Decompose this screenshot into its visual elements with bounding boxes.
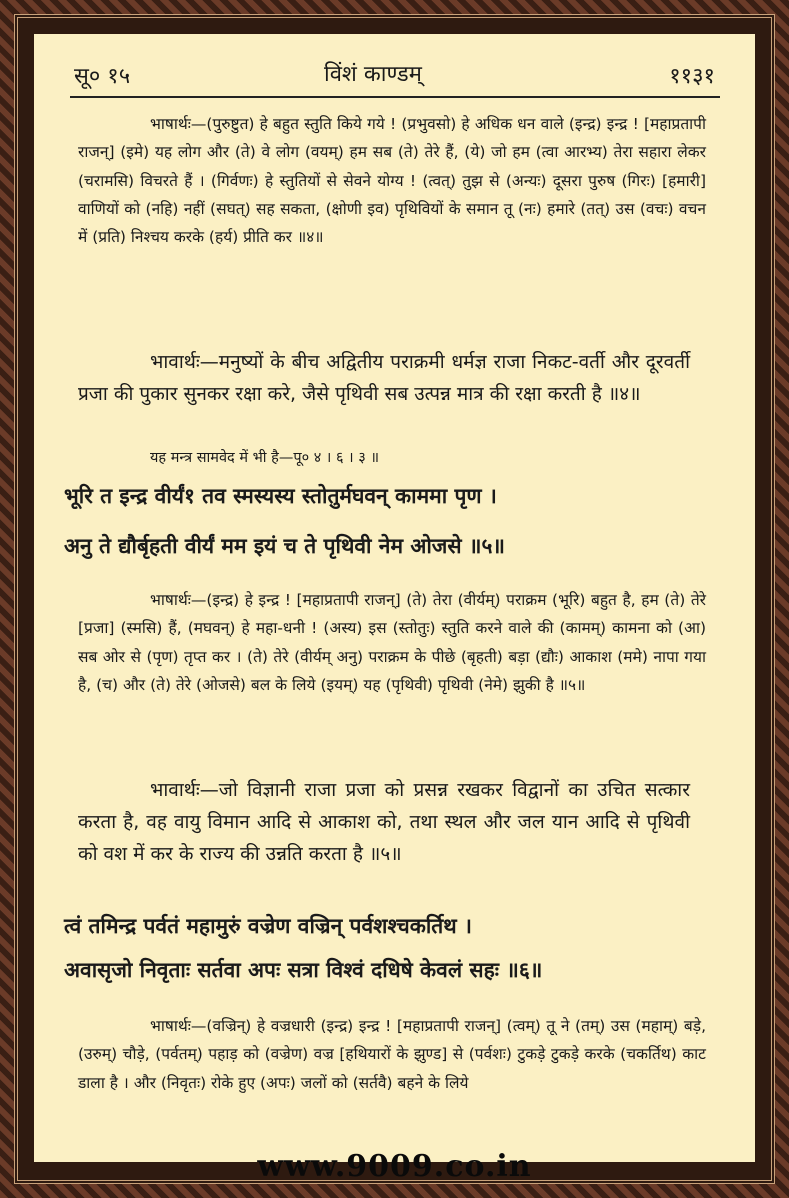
- mantra-6-line-1: त्वं तमिन्द्र पर्वतं महामुरुं वज्रेण वज्रिन् पर्वशश्चकर्तिथ ।: [64, 914, 472, 938]
- kanda-title: विंशं काण्डम्: [324, 62, 422, 87]
- translation-paragraph-4: भाषार्थः—(पुरुष्टुत) हे बहुत स्तुति किये गये ! (प्रभुवसो) हे अधिक धन वाले (इन्द्र) इन्द्र ! [महाप्रतापी राजन्] (इमे) यह लोग और (ते) वे लोग (वयम्) हम सब (ते) तेरे हैं, (ये) जो हम (त्वा आरभ्य) तेरा सहारा लेकर (चरामसि) विचरते हैं । (गिर्वणः) हे स्तुतियों से सेवने योग्य ! (त्वत्) तुझ से (अन्यः) दूसरा पुरुष (गिरः) [हमारी] वाणियों को (नहि) नहीं (सघत्) सह सकता, (क्षोणी इव) पृथिवियों के समान तू (नः) हमारे (तत्) उस (वचः) वचन में (प्रति) निश्चय करके (हर्य) प्रीति कर ॥४॥: [78, 115, 706, 247]
- sutra-number: सू० १५: [74, 64, 131, 89]
- samaveda-reference: यह मन्त्र सामवेद में भी है—पू० ४ । ६ । ३ ॥: [150, 450, 380, 466]
- website-watermark[interactable]: www.9009.co.in: [257, 1149, 532, 1184]
- header-rule: [70, 96, 720, 98]
- purport-paragraph-4: भावार्थः—मनुष्यों के बीच अद्वितीय पराक्रमी धर्मज्ञ राजा निकट-वर्ती और दूरवर्ती प्रजा की पुकार सुनकर रक्षा करे, जैसे पृथिवी सब उत्पन्न मात्र की रक्षा करती है ॥४॥: [78, 351, 690, 405]
- purport-paragraph-5: भावार्थः—जो विज्ञानी राजा प्रजा को प्रसन्न रखकर विद्वानों का उचित सत्कार करता है, वह वायु विमान आदि से आकाश को, तथा स्थल और जल यान आदि से पृथिवी को वश में कर के राज्य की उन्नति करता है ॥५॥: [78, 779, 690, 865]
- mantra-5-line-1: भूरि त इन्द्र वीर्यं१ तव स्मस्यस्य स्तोतुर्मघवन् काममा पृण ।: [64, 484, 497, 508]
- mantra-6-line-2: अवासृजो निवृताः सर्तवा अपः सत्रा विश्वं दधिषे केवलं सहः ॥६॥: [64, 958, 543, 982]
- mantra-5-line-2: अनु ते द्यौर्बृहती वीर्यं मम इयं च ते पृथिवी नेम ओजसे ॥५॥: [64, 534, 505, 558]
- book-page: [34, 34, 755, 1162]
- page-number: ११३१: [669, 64, 715, 89]
- translation-paragraph-5: भाषार्थः—(इन्द्र) हे इन्द्र ! [महाप्रतापी राजन्] (ते) तेरा (वीर्यम्) पराक्रम (भूरि) बहुत है, हम (ते) तेरे [प्रजा] (स्मसि) हैं, (मघवन्) हे महा-धनी ! (अस्य) इस (स्तोतुः) स्तुति करने वाले की (कामम्) कामना को (आ) सब ओर से (पृण) तृप्त कर । (ते) तेरे (वीर्यम् अनु) पराक्रम के पीछे (बृहती) बड़ा (द्यौः) आकाश (ममे) नापा गया है, (च) और (ते) तेरे (ओजसे) बल के लिये (इयम्) यह (पृथिवी) पृथिवी (नेमे) झुकी है ॥५॥: [78, 591, 706, 694]
- translation-paragraph-6: भाषार्थः—(वज्रिन्) हे वज्रधारी (इन्द्र) इन्द्र ! [महाप्रतापी राजन्] (त्वम्) तू ने (तम्) उस (महाम्) बड़े, (उरुम्) चौड़े, (पर्वतम्) पहाड़ को (वज्रेण) वज्र [हथियारों के झुण्ड] से (पर्वशः) टुकड़े टुकड़े करके (चकर्तिथ) काट डाला है । और (निवृतः) रोके हुए (अपः) जलों को (सर्तवै) बहने के लिये: [78, 1017, 706, 1092]
- page-header: [34, 56, 755, 90]
